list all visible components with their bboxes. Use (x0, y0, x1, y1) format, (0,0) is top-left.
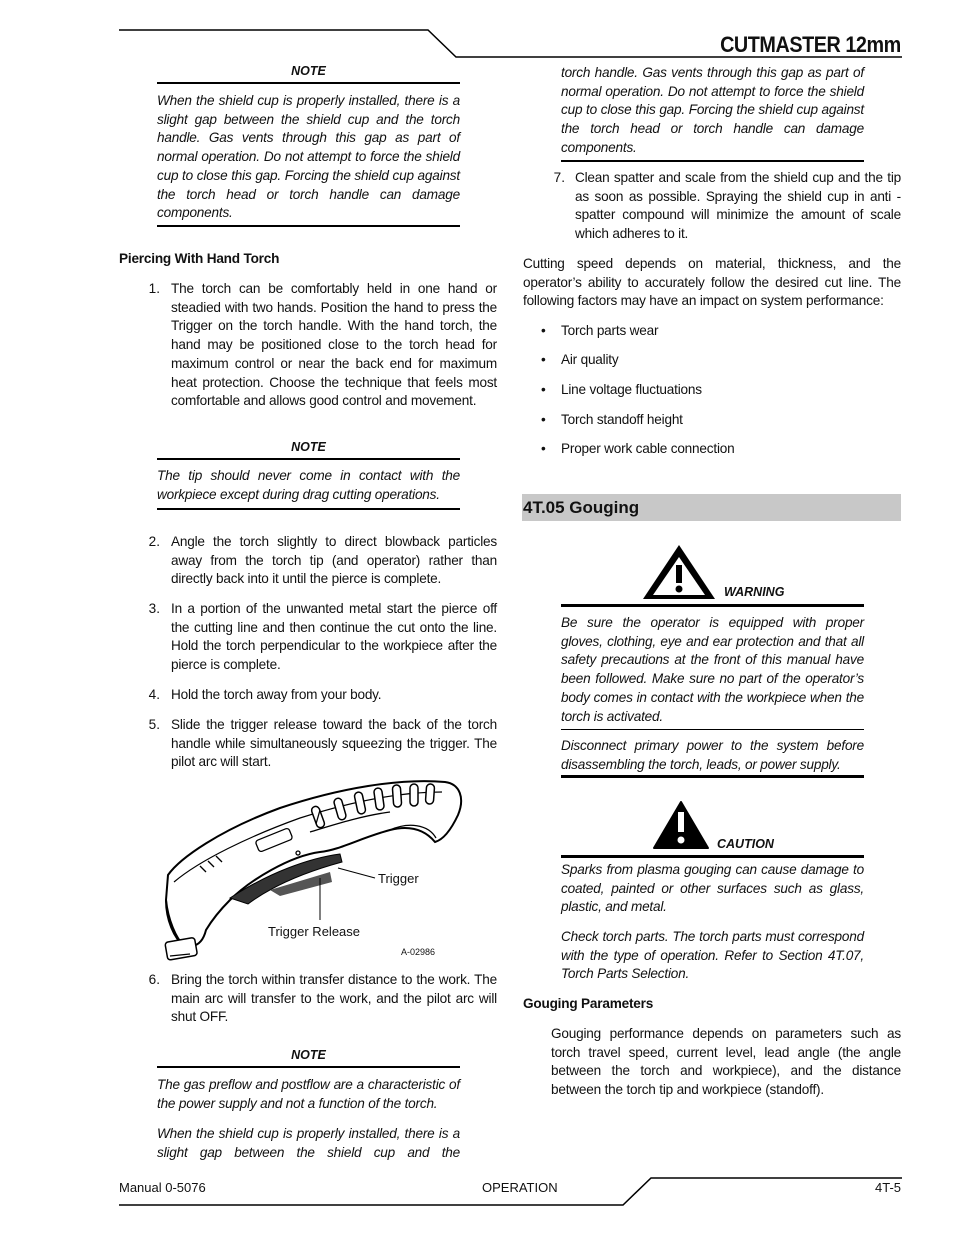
bullet-icon: • (541, 412, 546, 427)
trigger-release-callout: Trigger Release (268, 924, 361, 939)
piercing-heading: Piercing With Hand Torch (119, 251, 280, 266)
list-item: Air quality (561, 352, 619, 367)
step-number: 2. (148, 534, 160, 549)
bullet-icon: • (541, 441, 546, 456)
note-top-rule (157, 458, 460, 460)
step-text: The torch can be comfortably held in one hand or steadied with two hands. Position the hand to press the Trigger on the torch handle. With the hand torch, the hand may be positioned close to the torch head for maximum control or near the back end for maximum heat protection. Choose the technique that feels most comfortable and allows good control and movement. (171, 281, 497, 409)
bullet-icon: • (541, 352, 546, 367)
step-number: 7. (553, 170, 565, 185)
note-text: When the shield cup is properly installed, there is a slight gap between the shield cup and the torch handle. Gas vents through this gap as part of normal operation. Do not attempt to force the shield cup to close this gap. Forcing the shield cup against the torch head or torch handle can damage components. (157, 93, 460, 221)
step-text: Bring the torch within transfer distance to the work. The main arc will transfer to the work, and the pilot arc will shut OFF. (171, 972, 497, 1025)
caution-icon (652, 800, 710, 850)
warning-divider (561, 729, 864, 730)
note-text: The gas preflow and postflow are a characteristic of the power supply and not a function of the torch. (157, 1077, 460, 1111)
step-number: 4. (148, 687, 160, 702)
gouging-parameters-heading: Gouging Parameters (523, 996, 654, 1011)
note-text: When the shield cup is properly installed, there is a slight gap between the shield cup and the (157, 1126, 460, 1160)
warning-top-rule (561, 604, 864, 607)
warning-label: WARNING (724, 585, 785, 599)
note-label: NOTE (291, 1048, 326, 1062)
warning-bottom-rule (561, 775, 864, 778)
page-number: 4T-5 (874, 1180, 901, 1195)
warning-icon (641, 543, 717, 601)
step-text: Clean spatter and scale from the shield cup and the tip as soon as possible. Spraying the shield cup in anti - spatter compound will minimize the amount of scale which adheres to it. (575, 170, 901, 242)
note-bottom-rule (157, 508, 460, 510)
list-item: Torch standoff height (561, 412, 683, 427)
note-continued-text: torch handle. Gas vents through this gap as part of normal operation. Do not attempt to force the shield cup to close this gap. Forcing the shield cup against the torch head or torch handle can damage components. (561, 65, 864, 155)
note-bottom-rule (157, 225, 460, 227)
cutting-speed-paragraph: Cutting speed depends on material, thickness, and the operator’s ability to accurately follow the desired cut line. The following factors may have an impact on system performance: (523, 256, 901, 309)
step-text: Hold the torch away from your body. (171, 687, 382, 702)
note-label: NOTE (291, 440, 326, 454)
torch-illustration (160, 770, 480, 970)
trigger-callout: Trigger (378, 871, 419, 886)
section-title: 4T.05 Gouging (523, 498, 640, 517)
caution-text: Check torch parts. The torch parts must correspond with the type of operation. Refer to Section 4T.07, Torch Parts Selection. (561, 929, 864, 982)
step-text: Angle the torch slightly to direct blowback particles away from the torch tip (and operator) rather than directly back into it until the pierce is complete. (171, 534, 497, 587)
warning-text: Be sure the operator is equipped with proper gloves, clothing, eye and ear protection and that all safety precautions at the front of this manual have been followed. Make sure no part of the operator’s body comes in contact with the workpiece when the torch is activated. (561, 615, 864, 724)
caution-text: Sparks from plasma gouging can cause damage to coated, painted or other surfaces such as glass, plastic, and metal. (561, 862, 864, 915)
step-text: Slide the trigger release toward the back of the torch handle while simultaneously squeezing the trigger. The pilot arc will start. (171, 717, 497, 770)
manual-number: Manual 0-5076 (119, 1180, 206, 1195)
caution-label: CAUTION (717, 837, 774, 851)
note-top-rule (157, 1066, 460, 1068)
caution-top-rule (561, 855, 864, 858)
step-number: 3. (148, 601, 160, 616)
step-number: 5. (148, 717, 160, 732)
figure-id: A-02986 (401, 947, 436, 957)
bullet-icon: • (541, 323, 546, 338)
note-bottom-rule (561, 160, 864, 162)
step-number: 6. (148, 972, 160, 987)
note-label: NOTE (291, 64, 326, 78)
step-number: 1. (148, 281, 160, 296)
list-item: Proper work cable connection (561, 441, 735, 456)
section-name: OPERATION (482, 1180, 558, 1195)
step-text: In a portion of the unwanted metal start the pierce off the cutting line and then continue the cut onto the line. Hold the torch perpendicular to the workpiece after the pierce is complete. (171, 601, 497, 673)
note-text: The tip should never come in contact with the workpiece except during drag cutting operations. (157, 468, 460, 502)
list-item: Torch parts wear (561, 323, 659, 338)
bullet-icon: • (541, 382, 546, 397)
gouging-paragraph: Gouging performance depends on parameters such as torch travel speed, current level, lead angle (the angle between the torch and workpiece), and the distance between the torch tip and workpiece (standoff). (551, 1026, 901, 1098)
list-item: Line voltage fluctuations (561, 382, 702, 397)
note-top-rule (157, 82, 460, 84)
warning-text: Disconnect primary power to the system before disassembling the torch, leads, or power supply. (561, 738, 864, 772)
document-title: CUTMASTER 12mm (720, 32, 901, 57)
